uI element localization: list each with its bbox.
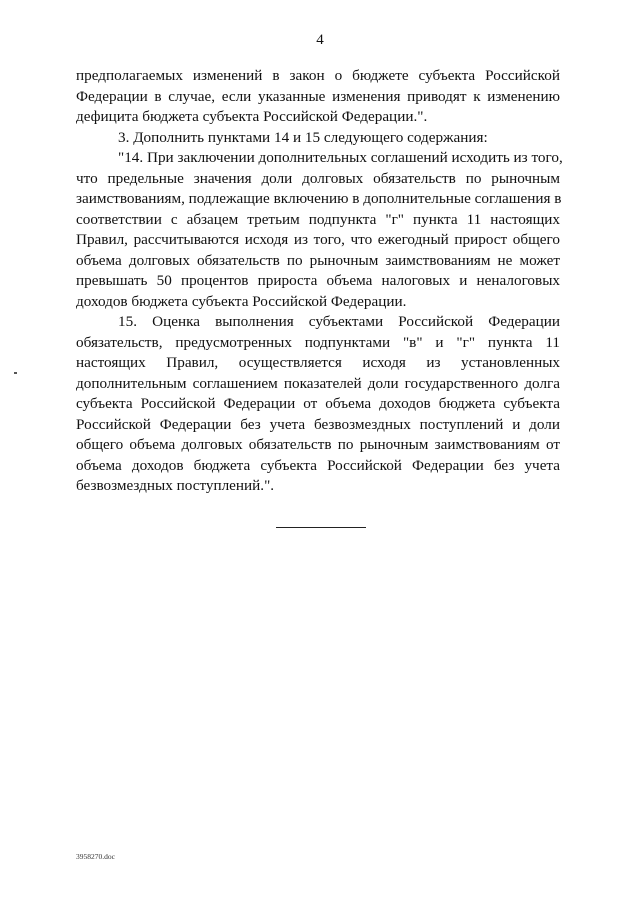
text-line: превышать 50 процентов прироста объема налоговых и неналоговых (76, 272, 560, 289)
page-number: 4 (316, 32, 324, 48)
text-line: что предельные значения доли долговых обязательств по рыночным (76, 169, 560, 187)
text-line: доходов бюджета субъекта Российской Федерации. (76, 292, 407, 310)
text-line: соответствии с абзацем третьим подпункта "г" пункта 11 настоящих (76, 210, 560, 228)
text-line: настоящих Правил, осуществляется исходя из установленных (76, 354, 560, 371)
document-body (76, 66, 563, 497)
text-line: дополнительным соглашением показателей доли государственного долга (76, 374, 560, 392)
text-line: объема долговых обязательств по рыночным заимствованиям не может (76, 251, 560, 269)
text-line: Российской Федерации без учета безвозмездных поступлений и доли (76, 415, 560, 433)
margin-mark (14, 372, 17, 374)
separator-line (276, 527, 366, 528)
text-line: общего объема долговых обязательств по рыночным заимствованиям от (76, 436, 560, 453)
text-line: безвозмездных поступлений.". (76, 477, 275, 494)
text-line: "14. При заключении дополнительных соглашений исходить из того, (118, 149, 563, 166)
text-line: Федерации в случае, если указанные изменения приводят к изменению (76, 87, 560, 105)
text-line: 15. Оценка выполнения субъектами Российской Федерации (118, 313, 560, 330)
text-line: объема доходов бюджета субъекта Российской Федерации без учета (76, 456, 560, 474)
text-line: заимствованиям, подлежащие включению в дополнительные соглашения в (76, 190, 562, 207)
footer-document-code: 3958270.doc (76, 852, 115, 861)
text-line: Правил, рассчитываются исходя из того, что ежегодный прирост общего (76, 231, 560, 248)
text-line: 3. Дополнить пунктами 14 и 15 следующего содержания: (118, 128, 488, 146)
text-line: обязательств, предусмотренных подпунктами "в" и "г" пункта 11 (76, 333, 560, 351)
text-line: субъекта Российской Федерации от объема доходов бюджета субъекта (76, 395, 560, 412)
text-line: предполагаемых изменений в закон о бюджете субъекта Российской (76, 67, 560, 84)
text-line: дефицита бюджета субъекта Российской Федерации.". (76, 108, 428, 125)
